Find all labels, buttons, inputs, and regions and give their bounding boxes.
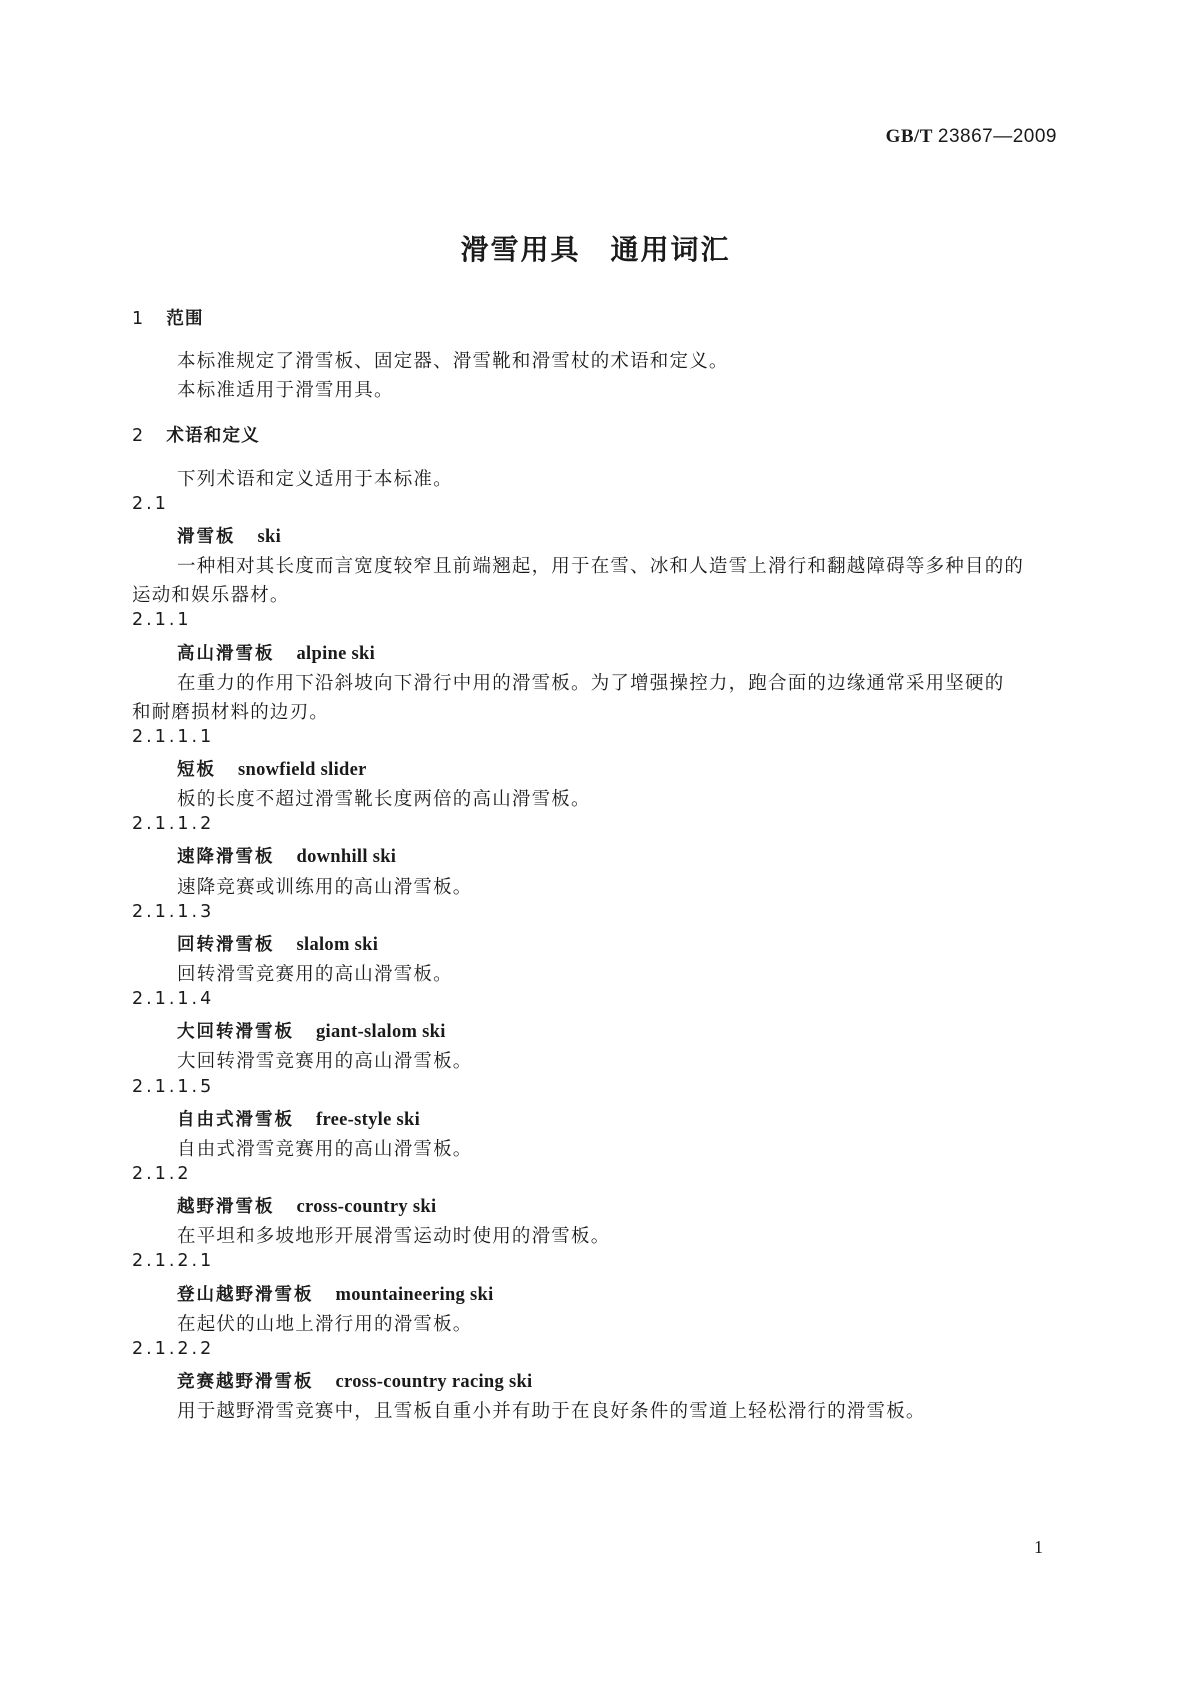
term-zh: 登山越野滑雪板 bbox=[177, 1285, 314, 1305]
term-en: cross-country racing ski bbox=[335, 1372, 533, 1392]
definition: 在起伏的山地上滑行用的滑雪板。 bbox=[177, 1314, 473, 1335]
term-heading bbox=[177, 640, 375, 665]
page-number: 1 bbox=[1034, 1537, 1043, 1557]
term-zh: 短板 bbox=[177, 760, 216, 780]
term-en: snowfield slider bbox=[238, 760, 367, 780]
section-number: 2 bbox=[132, 426, 145, 446]
section-2-heading bbox=[132, 422, 260, 447]
term-zh: 大回转滑雪板 bbox=[177, 1022, 294, 1042]
term-en: mountaineering ski bbox=[335, 1285, 494, 1305]
standard-code: 23867—2009 bbox=[937, 126, 1057, 147]
term-heading bbox=[177, 1018, 446, 1043]
term-heading bbox=[177, 1193, 436, 1218]
term-heading bbox=[177, 1106, 420, 1131]
paragraph: 下列术语和定义适用于本标准。 bbox=[177, 469, 453, 490]
term-en: giant-slalom ski bbox=[316, 1022, 446, 1042]
clause-number: 2.1.1.3 bbox=[132, 902, 215, 922]
definition: 板的长度不超过滑雪靴长度两倍的高山滑雪板。 bbox=[177, 789, 591, 810]
section-1-heading bbox=[132, 305, 204, 330]
clause-number: 2.1.1.1 bbox=[132, 727, 215, 747]
term-heading bbox=[177, 1368, 533, 1393]
definition-continued: 运动和娱乐器材。 bbox=[132, 585, 290, 606]
clause-number: 2.1.2.2 bbox=[132, 1339, 215, 1359]
term-en: free-style ski bbox=[316, 1110, 421, 1130]
term-en: downhill ski bbox=[296, 847, 397, 867]
term-heading bbox=[177, 756, 367, 781]
term-zh: 速降滑雪板 bbox=[177, 847, 275, 867]
paragraph: 本标准规定了滑雪板、固定器、滑雪靴和滑雪杖的术语和定义。 bbox=[177, 351, 729, 372]
standard-number bbox=[886, 126, 1057, 148]
term-heading bbox=[177, 1281, 494, 1306]
clause-number: 2.1 bbox=[132, 494, 169, 514]
definition: 用于越野滑雪竞赛中，且雪板自重小并有助于在良好条件的雪道上轻松滑行的滑雪板。 bbox=[177, 1401, 926, 1422]
term-zh: 自由式滑雪板 bbox=[177, 1110, 294, 1130]
term-zh: 越野滑雪板 bbox=[177, 1197, 275, 1217]
section-title: 术语和定义 bbox=[166, 426, 260, 446]
definition: 大回转滑雪竞赛用的高山滑雪板。 bbox=[177, 1051, 473, 1072]
term-zh: 高山滑雪板 bbox=[177, 644, 275, 664]
term-en: alpine ski bbox=[296, 644, 376, 664]
term-en: ski bbox=[257, 527, 282, 547]
definition: 在平坦和多坡地形开展滑雪运动时使用的滑雪板。 bbox=[177, 1226, 611, 1247]
term-zh: 滑雪板 bbox=[177, 527, 236, 547]
term-zh: 回转滑雪板 bbox=[177, 935, 275, 955]
paragraph: 本标准适用于滑雪用具。 bbox=[177, 380, 394, 401]
clause-number: 2.1.1.2 bbox=[132, 814, 215, 834]
clause-number: 2.1.2 bbox=[132, 1164, 192, 1184]
clause-number: 2.1.1 bbox=[132, 610, 192, 630]
document-title: 滑雪用具 通用词汇 bbox=[460, 233, 731, 266]
term-zh: 竞赛越野滑雪板 bbox=[177, 1372, 314, 1392]
definition: 在重力的作用下沿斜坡向下滑行中用的滑雪板。为了增强操控力，跑合面的边缘通常采用坚硬的 bbox=[177, 673, 1005, 694]
term-en: cross-country ski bbox=[296, 1197, 437, 1217]
section-number: 1 bbox=[132, 309, 145, 329]
definition-continued: 和耐磨损材料的边刃。 bbox=[132, 702, 330, 723]
definition: 自由式滑雪竞赛用的高山滑雪板。 bbox=[177, 1139, 473, 1160]
clause-number: 2.1.2.1 bbox=[132, 1251, 215, 1271]
term-heading bbox=[177, 843, 396, 868]
term-heading bbox=[177, 931, 378, 956]
term-heading bbox=[177, 523, 281, 548]
clause-number: 2.1.1.5 bbox=[132, 1077, 215, 1097]
definition: 一种相对其长度而言宽度较窄且前端翘起，用于在雪、冰和人造雪上滑行和翻越障碍等多种目的的 bbox=[177, 556, 1025, 577]
definition: 回转滑雪竞赛用的高山滑雪板。 bbox=[177, 964, 453, 985]
standard-prefix: GB/T bbox=[885, 126, 933, 147]
term-en: slalom ski bbox=[296, 935, 379, 955]
section-title: 范围 bbox=[166, 309, 204, 329]
definition: 速降竞赛或训练用的高山滑雪板。 bbox=[177, 877, 473, 898]
clause-number: 2.1.1.4 bbox=[132, 989, 215, 1009]
